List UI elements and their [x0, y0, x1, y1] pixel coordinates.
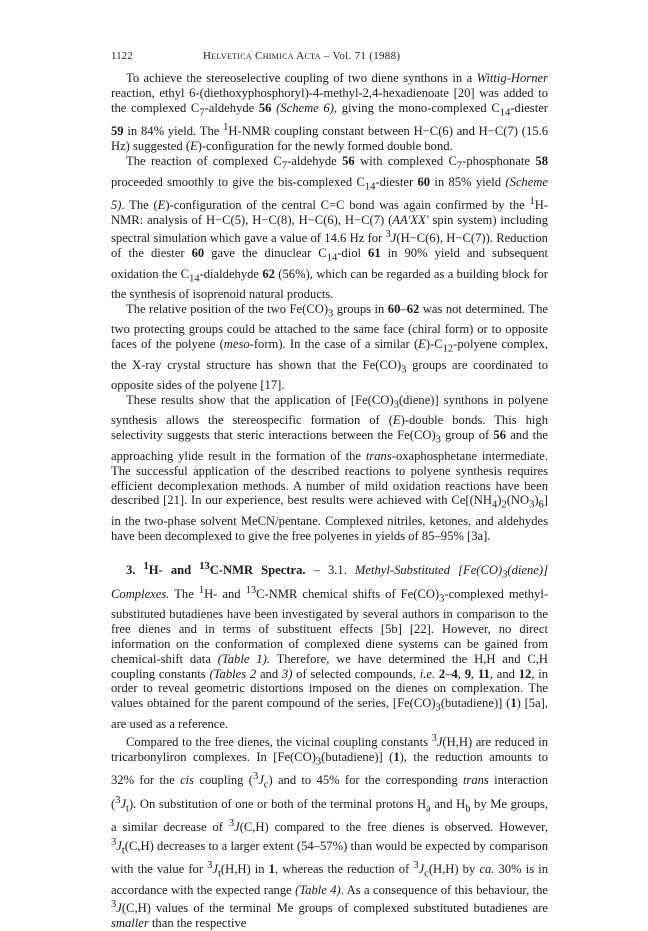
- paragraph-wittig-horner: To achieve the stereoselective coupling of two diene synthons in a Wittig-Horner reaction, ethyl 6-(diethoxyphosphoryl)-4-methyl-2,4-hexadienoate [20] was added to the complexed $C_7$-aldehyde 56 (Scheme 6), giving the mono-complexed $C_{14}$-diester 59 in 84% yield. The $^1$H-NMR coupling constant between H−C(6) and H−C(7) (15.6 Hz) suggested (E)-configuration for the newly formed double bond.: [111, 71, 548, 154]
- page-number: 1122: [111, 50, 133, 62]
- paragraph-results: These results show that the application of $[Fe(CO)_3(diene)]$ synthons in polyene synthesis allows the stereospecific formation of (E)-double bonds. This high selectivity suggests that steric interactions between the $Fe(CO)_3$ group of 56 and the approaching ylide result in the formation of the trans-oxaphosphetane intermediate. The successful application of the described reactions to polyene synthesis requires efficient decomplexation methods. A number of mild oxidation reactions have been described [21]. In our experience, best results were achieved with $Ce[(NH_4)_2(NO_3)_6]$ in the two-phase solvent MeCN/pentane. Complexed nitriles, ketones, and aldehydes have been decomplexed to give the free polyenes in yields of 85–95% [3a].: [111, 393, 549, 543]
- paragraph-relative-position: The relative position of the two $Fe(CO)_3$ groups in 60–62 was not determined. The two protecting groups could be attached to the same face (chiral form) or to opposite faces of the polyene (meso-form). In the case of a similar $(E)-C_{12}$-polyene complex, the X-ray crystal structure has shown that the $Fe(CO)_3$ groups are coordinated to opposite sides of the polyene [17].: [111, 301, 549, 393]
- running-head: [203, 50, 400, 62]
- article-body: [111, 71, 548, 931]
- journal-name: Helvetica Chimica Acta: [203, 50, 321, 62]
- paragraph-coupling-constants: Compared to the free dienes, the vicinal coupling constants $^3$J(H,H) are reduced in tricarbonyliron complexes. In $[Fe(CO)_3(butadiene)]$ (1), the reduction amounts to 32% for the cis coupling $(^3J_c)$ and to 45% for the corresponding trans interaction $(^3J_t)$. On substitution of one or both of the terminal protons $H_a$ and $H_b$ by Me groups, a similar decrease of $^3$J(C,H) compared to the free dienes is observed. However, $^3J_t(C,H)$ decreases to a larger extent (54–57%) than would be expected by comparison with the value for $^3J_t(H,H)$ in 1, whereas the reduction of $^3J_c(H,H)$ by ca. 30% is in accordance with the expected range (Table 4). As a consequence of this behaviour, the $^3$J(C,H) values of the terminal Me groups of complexed substituted butadienes are smaller than the respective: [111, 732, 549, 930]
- section-3-paragraph: [111, 560, 548, 732]
- paragraph-bis-complexed: The reaction of complexed $C_7$-aldehyde 56 with complexed $C_7$-phosphonate 58 proceeded smoothly to give the bis-complexed $C_{14}$-diester 60 in 85% yield (Scheme 5). The (E)-configuration of the central C=C bond was again confirmed by the $^1$H-NMR: analysis of H−C(5), H−C(8), H−C(6), H−C(7) (AA′XX′ spin system) including spectral simulation which gave a value of 14.6 Hz for $^3$J(H−C(6), H−C(7)). Reduction of the diester 60 gave the dinuclear $C_{14}$-diol 61 in 90% yield and subsequent oxidation the $C_{14}$-dialdehyde 62 (56%), which can be regarded as a building block for the synthesis of isoprenoid natural products.: [111, 154, 549, 302]
- journal-volume: – Vol. 71 (1988): [323, 50, 401, 62]
- section-3-text: The $^1$H- and $^{13}$C-NMR chemical shifts of $Fe(CO)_3$-complexed methyl-substituted butadienes have been investigated by several authors in comparison to the free dienes and in terms of substituent effects [5b] [22]. However, no direct information on the conformation of complexed diene systems can be gained from chemical-shift data (Table 1). Therefore, we have determined the H,H and C,H coupling constants (Tables 2 and 3) of selected compounds, i.e. 2–4, 9, 11, and 12, in order to reveal geometric distortions imposed on the dienes on complexation. The values obtained for the parent compound of the series, $[Fe(CO)_3(butadiene)]$ (1) [5a], are used as a reference.: [111, 584, 549, 731]
- subsection-heading: – 3.1. Methyl-Substituted $[Fe(CO)_3(diene)]$ Complexes.: [111, 562, 548, 601]
- section-heading: 3. $^1$H- and $^{13}$C-NMR Spectra.: [126, 560, 306, 577]
- running-header: [111, 50, 548, 66]
